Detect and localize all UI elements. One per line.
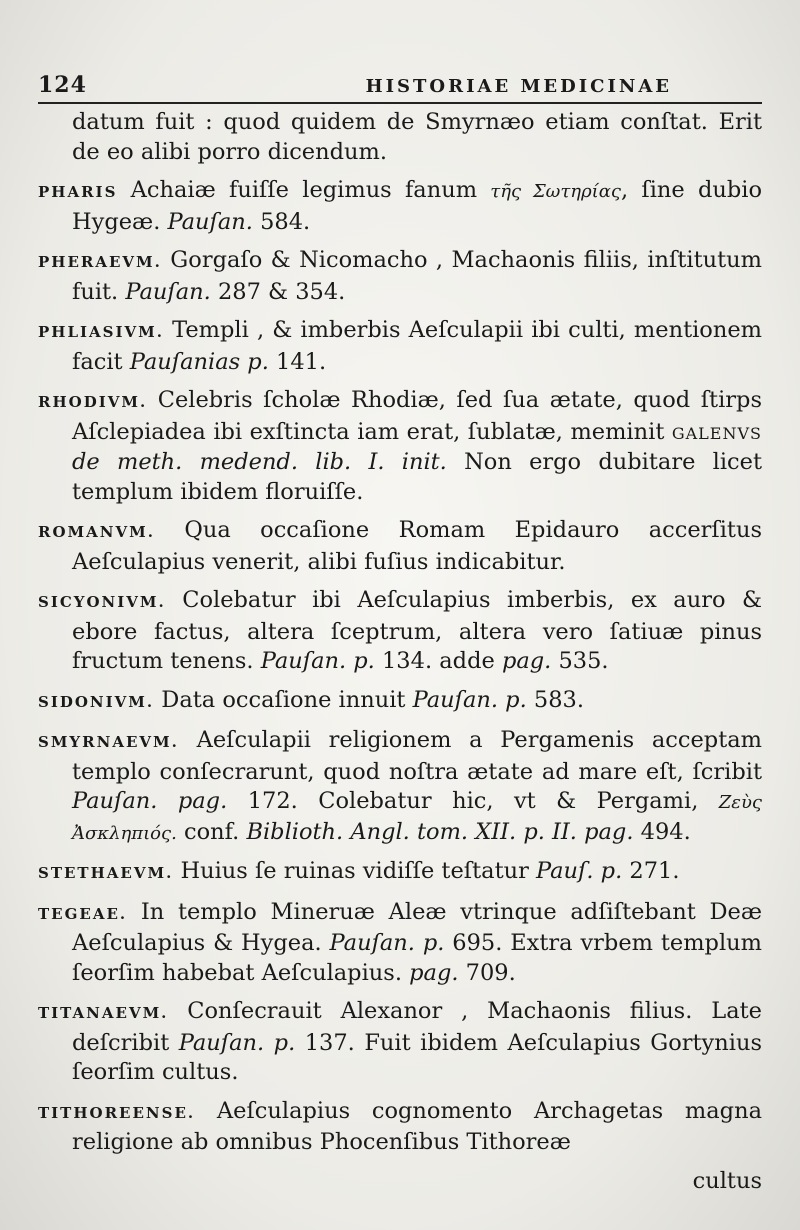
entry-text: Celebris ſcholæ Rhodiæ, ſed ſua ætate, quod ſtirps Aſclepiadea ibi exſtincta iam erat, ſublatæ, meminit bbox=[72, 387, 762, 445]
greek-text: τῆς Σωτηρίας bbox=[490, 181, 621, 202]
entry bbox=[38, 516, 762, 577]
entry bbox=[38, 176, 762, 237]
entry bbox=[38, 386, 762, 507]
entry bbox=[38, 997, 762, 1088]
entry-text: 584. bbox=[252, 208, 311, 235]
entries bbox=[38, 108, 762, 1196]
citation: Biblioth. Angl. tom. XII. p. II. pag. bbox=[246, 818, 634, 845]
citation: Pauſanias p. bbox=[129, 348, 269, 375]
entry-text: 494. bbox=[633, 818, 691, 845]
entry bbox=[38, 246, 762, 307]
entry-heading: SMYRNAEVM. bbox=[38, 733, 179, 751]
entry-heading: RHODIVM. bbox=[38, 393, 148, 411]
entry-heading: TITHOREENSE. bbox=[38, 1103, 196, 1122]
entry bbox=[38, 726, 762, 848]
entry-text: Data occaſione innuit bbox=[154, 686, 413, 713]
entry-heading: ROMANVM. bbox=[38, 523, 155, 541]
entry-text: Gorgaſo & Nicomacho , Machaonis filiis, inſtitutum fuit. bbox=[72, 247, 762, 305]
entry-text: Qua occaſione Romam Epidauro accerſitus Aeſculapius venerit, alibi fuſius indicabitur. bbox=[72, 517, 762, 575]
entry-text: Non ergo dubitare licet templum ibidem floruiſſe. bbox=[72, 449, 762, 505]
citation: Pauſan. p. bbox=[412, 686, 527, 713]
entry-text: 141. bbox=[268, 348, 327, 375]
entry-heading: PHERAEVM. bbox=[38, 253, 162, 271]
entry-heading: SICYONIVM. bbox=[38, 593, 166, 611]
entry-text: Templi , & imberbis Aeſculapii ibi culti, mentionem facit bbox=[72, 317, 762, 375]
citation: Pauſan. pag. bbox=[72, 788, 228, 814]
citation: de meth. medend. lib. I. init. bbox=[72, 449, 447, 475]
entry-text: Aeſculapius cognomento Archagetas magna religione ab omnibus Phocenſibus Tithoreæ bbox=[72, 1097, 762, 1155]
entry-text: Aeſculapii religionem a Pergamenis acceptam templo conſecrarunt, quod noſtra ætate ad mare eſt, ſcribit bbox=[72, 727, 762, 785]
entry-text: conf. bbox=[176, 818, 247, 845]
citation: Pauſ. p. bbox=[536, 858, 623, 884]
greek-text: Ζεὺς Ἀσκληπιός. bbox=[72, 792, 762, 844]
entry-text: Huius ſe ruinas vidiſſe teſtatur bbox=[173, 858, 537, 884]
entry-heading: TITANAEVM. bbox=[38, 1004, 169, 1022]
citation: pag. bbox=[501, 648, 552, 674]
entry-text: Conſecrauit Alexanor , Machaonis filius. Late deſcribit bbox=[72, 998, 762, 1056]
entry-text: 709. bbox=[458, 959, 516, 986]
entry-text: In templo Mineruæ Aleæ vtrinque adſiſtebant Deæ Aeſculapius & Hygea. bbox=[72, 898, 762, 956]
entry-heading: PHARIS bbox=[38, 183, 118, 201]
entry-text: 535. bbox=[551, 648, 609, 674]
entry bbox=[38, 586, 762, 677]
citation: Pauſan. p. bbox=[260, 648, 375, 674]
entry-text: 172. Colebatur hic, vt & Pergami, bbox=[227, 788, 719, 814]
entry-heading: STETHAEVM. bbox=[38, 864, 174, 882]
entry-text: 287 & 354. bbox=[210, 278, 346, 305]
citation: pag. bbox=[409, 959, 459, 986]
entry-text: , ſine dubio Hygeæ. bbox=[72, 177, 762, 235]
citation: Pauſan. p. bbox=[178, 1029, 296, 1056]
entry bbox=[38, 857, 762, 889]
entry bbox=[38, 1097, 762, 1158]
entry-text: Achaiæ fuiſſe legimus fanum bbox=[117, 177, 491, 203]
entry-text: Colebatur ibi Aeſculapius imberbis, ex auro & ebore factus, altera ſceptrum, altera vero ſatiuæ pinus fructum tenens. bbox=[72, 587, 762, 674]
citation: Pauſan. p. bbox=[329, 930, 445, 956]
entry-text: 137. Fuit ibidem Aeſculapius Gortynius ſeorſim cultus. bbox=[72, 1029, 762, 1085]
entry-list bbox=[38, 176, 762, 1158]
entry-heading: TEGEAE. bbox=[38, 904, 128, 923]
entry bbox=[38, 316, 762, 377]
entry-heading: PHLIASIVM. bbox=[38, 323, 164, 341]
entry-text: 134. adde bbox=[374, 648, 502, 674]
citation: Pauſan. bbox=[125, 278, 211, 305]
entry-text: 695. Extra vrbem templum ſeorſim habebat Aeſculapius. bbox=[72, 930, 762, 986]
page-number: 124 bbox=[38, 72, 87, 98]
catchword: cultus bbox=[692, 1167, 762, 1194]
author-name: GALENVS bbox=[671, 423, 762, 443]
citation: Pauſan. bbox=[167, 208, 253, 235]
running-title: HISTORIAE MEDICINAE bbox=[365, 76, 672, 97]
entry-heading: SIDONIVM. bbox=[38, 692, 155, 711]
continuation-text: datum fuit : quod quidem de Smyrnæo etiam conſtat. Erit de eo alibi porro dicendum. bbox=[72, 109, 762, 165]
entry-text: 583. bbox=[526, 686, 584, 713]
entry-text: 271. bbox=[622, 858, 680, 884]
entry bbox=[38, 898, 762, 989]
entry bbox=[38, 686, 762, 718]
page-header bbox=[38, 72, 762, 104]
